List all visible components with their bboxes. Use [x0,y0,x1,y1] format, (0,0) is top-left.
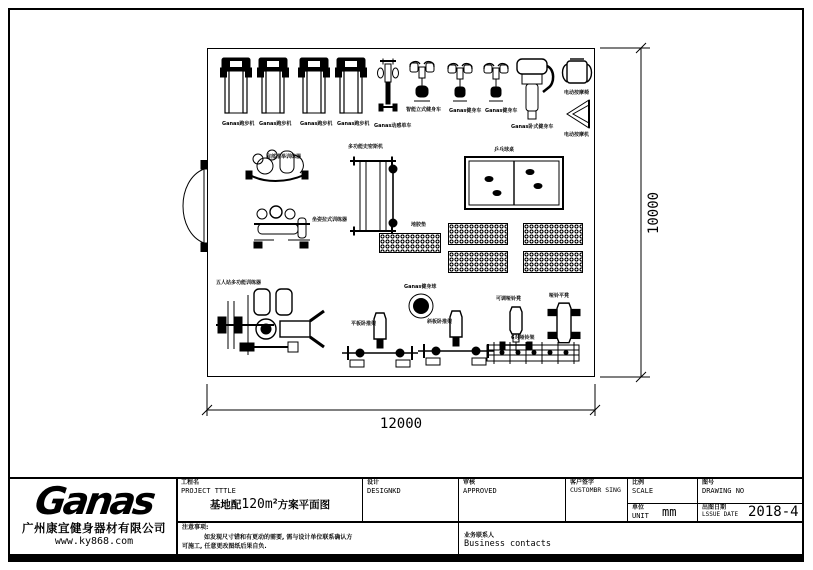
issue-date-label-zh: 出图日期 [702,504,727,511]
business-contacts-cell [464,530,551,549]
approved-cell [463,480,497,495]
equipment-label: Ganas跑步机 [337,121,370,127]
equipment-label: 斜板卧推架 [427,319,453,325]
notes-line1: 如发现尺寸错和有更动的需要, 需与设计单位联系确认方 [204,533,353,541]
company-name: 广州康宜健身器材有限公司 [22,521,166,535]
equipment-label: Ganas跑步机 [300,121,333,127]
scale-label-zh: 比例 [632,479,645,486]
equipment-label: 多功能史密斯机 [348,144,384,150]
equipment-label: Ganas健身球 [404,284,437,290]
equipment-label: Ganas健身车 [449,108,482,114]
equipment-label: 地胶垫 [411,222,427,228]
equipment-label: 智能立式健身车 [406,107,442,113]
customer-sign-cell [570,480,621,494]
titleblock-divider [627,477,628,522]
notes-cell [182,525,452,551]
equipment-label: 肩部推举训练器 [266,154,302,160]
equipment-label: 电动按摩椅 [564,90,590,96]
issue-date-value: 2018-4 [748,504,799,520]
plan-height-dimension: 10000 [646,191,662,235]
drawing-no-label-en: DRAWING NO [702,486,745,495]
unit-label-en: UNIT [632,511,649,520]
drawing-no-label-zh: 图号 [702,479,715,486]
project-label-en: PROJECT TTTLE [181,486,236,495]
equipment-label: 6对哑铃架 [511,335,535,341]
company-website: www.ky868.com [54,536,134,547]
titleblock-divider [697,477,698,522]
equipment-label: 电动按摩机 [564,132,590,138]
unit-cell [632,505,649,520]
equipment-label: 哑铃平凳 [549,293,570,299]
designed-cell [367,480,401,495]
plan-width-dimension: 12000 [379,416,423,432]
project-title-value: 基地配$120m^2$方案平面图 [209,497,331,512]
logo-cell [14,479,174,547]
equipment-label: 坐姿拉式训练器 [312,217,348,223]
designed-label-zh: 设计 [367,479,380,486]
equipment-label: 平板卧推架 [351,321,377,327]
scale-label-en: SCALE [632,486,654,495]
equipment-label: Ganas跑步机 [222,121,255,127]
issue-date-label-en: LSSUE DATE [702,510,739,518]
titleblock-divider [176,521,804,523]
customer-label-zh: 客户签字 [570,479,595,486]
customer-label-en: CUSTOMBR SING [570,485,621,494]
contacts-label-zh: 业务联系人 [464,532,495,539]
equipment-label: Ganas健身车 [485,108,518,114]
notes-line2: 可施工, 任意更改图纸后果自负. [182,543,267,551]
project-label-zh: 工程名 [181,479,200,486]
issue-date-cell [702,505,738,519]
titleblock-divider [362,477,363,522]
unit-label-zh: 单位 [632,504,645,511]
drawing-no-cell [702,480,744,495]
scale-cell [632,480,653,495]
titleblock-divider [565,477,566,522]
equipment-label: 乒乓球桌 [494,147,515,153]
equipment-label: Ganas动感单车 [374,123,412,129]
contacts-label-en: Business contacts [464,539,551,549]
equipment-label: 可调哑铃凳 [496,296,522,302]
equipment-label: Ganas跑步机 [259,121,292,127]
company-logo: Ganas [32,479,156,523]
approved-label-zh: 审核 [463,479,476,486]
titleblock-divider [458,477,459,561]
notes-title: 注意事项: [182,524,209,531]
unit-value: mm [662,505,677,519]
project-title-cell [181,480,236,495]
designed-label-en: DESIGNKD [367,486,401,495]
titleblock-divider [176,477,178,561]
equipment-label: 五人站多功能训练器 [216,280,262,286]
equipment-label: Ganas卧式健身车 [511,124,554,130]
approved-label-en: APPROVED [463,486,497,495]
